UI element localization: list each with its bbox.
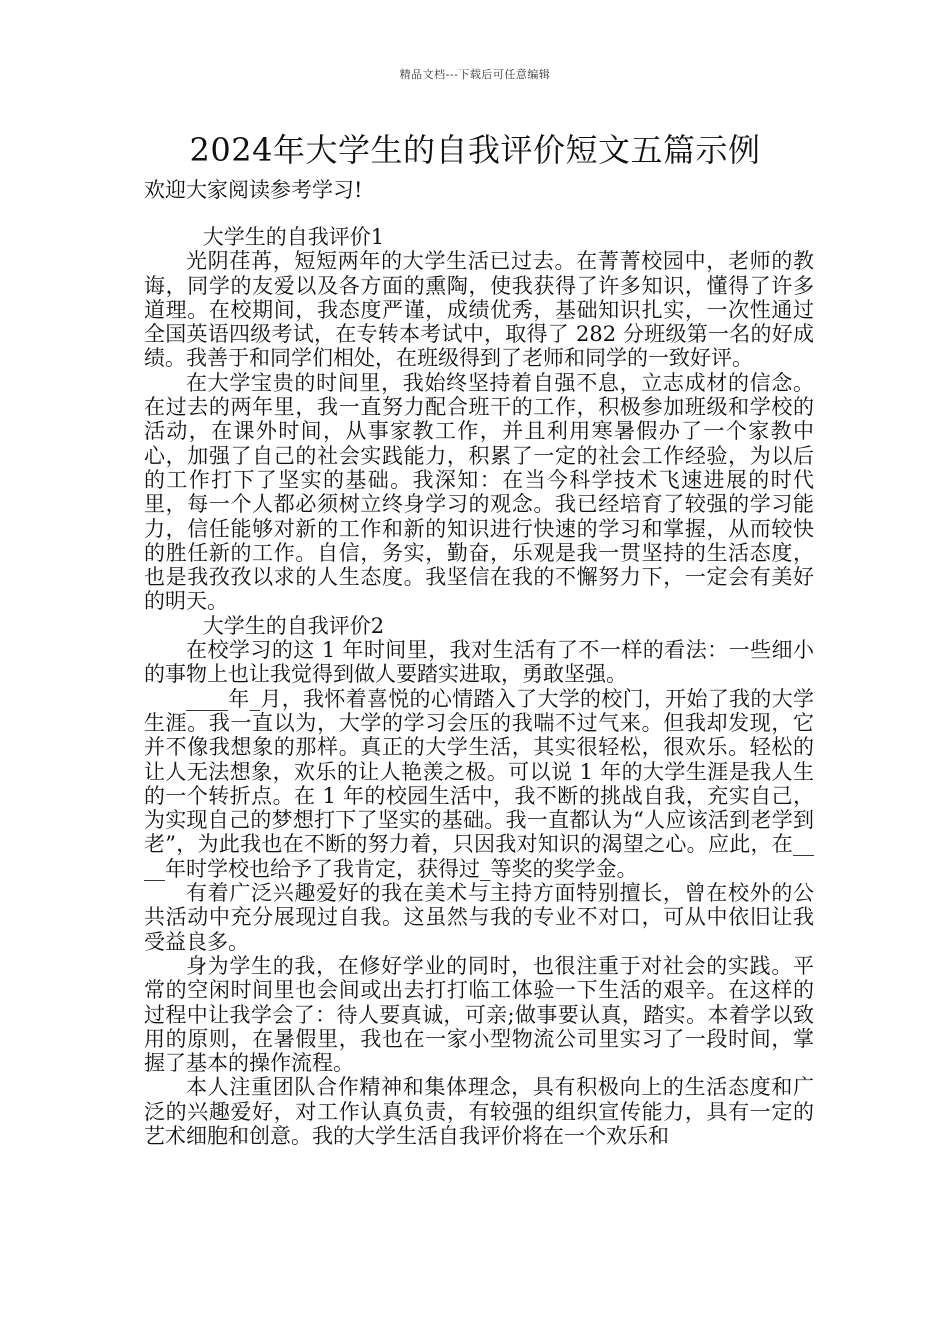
section-heading-2: 大学生的自我评价2	[202, 613, 385, 638]
document-body	[144, 225, 814, 1148]
paragraph: 在校学习的这 1 年时间里，我对生活有了不一样的看法：一些细小的事物上也让我觉得到做人要踏实进取，勇敢坚强。	[144, 638, 814, 687]
intro-line: 欢迎大家阅读参考学习!	[144, 178, 363, 202]
paragraph: 有着广泛兴趣爱好的我在美术与主持方面特别擅长，曾在校外的公共活动中充分展现过自我。这虽然与我的专业不对口，可从中依旧让我受益良多。	[144, 881, 814, 954]
header-note: 精品文档---下载后可任意编辑	[399, 68, 551, 81]
paragraph: 本人注重团队合作精神和集体理念，具有积极向上的生活态度和广泛的兴趣爱好，对工作认真负责，有较强的组织宣传能力，具有一定的艺术细胞和创意。我的大学生活自我评价将在一个欢乐和	[144, 1075, 814, 1148]
document-title: 2024年大学生的自我评价短文五篇示例	[189, 131, 761, 169]
section-heading-1: 大学生的自我评价1	[202, 225, 385, 249]
paragraph: ____年_月，我怀着喜悦的心情踏入了大学的校门，开始了我的大学生涯。我一直以为，大学的学习会压的我喘不过气来。但我却发现，它并不像我想象的那样。真正的大学生活，其实很轻松，很欢乐。轻松的让人无法想象，欢乐的让人艳羡之极。可以说 1 年的大学生涯是我人生的一个转折点。在 1 年的校园生活中，我不断的挑战自我，充实自己，为实现自己的梦想打下了坚实的基础。我一直都认为“人应该活到老学到老”，为此我也在不断的努力着，只因我对知识的渴望之心。应此，在____年时学校也给予了我肯定，获得过_等奖的奖学金。	[144, 686, 814, 881]
paragraph: 身为学生的我，在修好学业的同时，也很注重于对社会的实践。平常的空闲时间里也会间或出去打打临工体验一下生活的艰辛。在这样的过程中让我学会了：待人要真诚，可亲;做事要认真，踏实。本着学以致用的原则，在暑假里，我也在一家小型物流公司里实习了一段时间，掌握了基本的操作流程。	[144, 953, 814, 1076]
paragraph: 在大学宝贵的时间里，我始终坚持着自强不息，立志成材的信念。在过去的两年里，我一直努力配合班干的工作，积极参加班级和学校的活动，在课外时间，从事家教工作，并且利用寒暑假办了一个家教中心，加强了自己的社会实践能力，积累了一定的社会工作经验，为以后的工作打下了坚实的基础。我深知：在当今科学技术飞速进展的时代里，每一个人都必须树立终身学习的观念。我已经培育了较强的学习能力，信任能够对新的工作和新的知识进行快速的学习和掌握，从而较快的胜任新的工作。自信，务实，勤奋，乐观是我一贯坚持的生活态度，也是我孜孜以求的人生态度。我坚信在我的不懈努力下，一定会有美好的明天。	[144, 370, 814, 614]
paragraph: 光阴荏苒，短短两年的大学生活已过去。在菁菁校园中，老师的教诲，同学的友爱以及各方面的熏陶，使我获得了许多知识，懂得了许多道理。在校期间，我态度严谨，成绩优秀，基础知识扎实，一次性通过全国英语四级考试，在专转本考试中，取得了 282 分班级第一名的好成绩。我善于和同学们相处，在班级得到了老师和同学的一致好评。	[144, 249, 814, 371]
